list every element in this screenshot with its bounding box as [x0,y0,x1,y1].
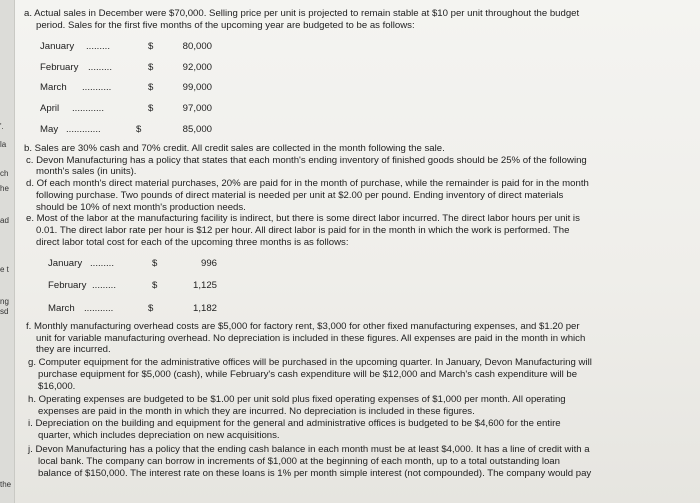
month-label: March [48,303,75,314]
item-j-line: local bank. The company can borrow in increments of $1,000 at the beginning of each month, up to a total outstanding loan [38,456,560,467]
strip-fragment: e t [0,265,9,274]
item-e-line: direct labor total cost for each of the upcoming three months is as follows: [36,237,349,248]
month-label: January [48,258,83,269]
item-a-line: period. Sales for the first five months of the upcoming year are budgeted to be as follows: [36,20,415,31]
strip-fragment: ch [0,169,9,178]
month-label: February [48,280,87,291]
strip-fragment: '. [0,122,4,131]
currency-symbol: $ [152,280,158,291]
amount: 80,000 [182,41,212,52]
item-a-line: a. Actual sales in December were $70,000. Selling price per unit is projected to remain stable at $10 per unit throughout the budget [24,8,580,19]
item-h-line: expenses are paid in the month in which they are incurred. No depreciation is included in these figures. [38,406,475,417]
leader-dots: ......... [88,62,112,73]
item-d-line: following purchase. Two pounds of direct material is needed per unit at $2.00 per pound. Ending inventory of direct materials [36,190,564,201]
currency-symbol: $ [148,41,154,52]
amount: 85,000 [182,124,212,135]
strip-fragment: the [0,480,12,489]
adjacent-page-strip [0,0,15,503]
strip-fragment: sd [0,307,9,316]
leader-dots: ......... [86,41,110,52]
item-i-line: quarter, which includes depreciation on new acquisitions. [38,430,280,441]
month-label: January [40,41,75,52]
amount: 92,000 [182,62,212,73]
currency-symbol: $ [136,124,142,135]
strip-fragment: la [0,140,7,149]
currency-symbol: $ [148,62,154,73]
month-label: March [40,82,67,93]
item-f-line: they are incurred. [36,344,111,355]
item-c-line: month's sales (in units). [36,166,137,177]
month-label: February [40,62,79,73]
item-e-line: 0.01. The direct labor rate per hour is $12 per hour. All direct labor is paid for in the month in which the work is performed. The [36,225,570,236]
leader-dots: ........... [84,303,114,314]
month-label: May [40,124,59,135]
currency-symbol: $ [152,258,158,269]
currency-symbol: $ [148,103,154,114]
strip-fragment: he [0,184,9,193]
currency-symbol: $ [148,303,154,314]
item-j-line: balance of $150,000. The interest rate on these loans is 1% per month simple interest (not compounded). The company would pay [38,468,592,479]
strip-fragment: ad [0,216,9,225]
leader-dots: ........... [82,82,112,93]
item-f-line: unit for variable manufacturing overhead. No depreciation is included in these figures. All expenses are paid in the month in which [36,333,586,344]
problem-text [20,0,696,503]
item-d-line: d. Of each month's direct material purchases, 20% are paid for in the month of purchase, while the remainder is paid for in the month [26,178,589,189]
item-i-line: i. Depreciation on the building and equipment for the general and administrative offices is budgeted to be $4,600 for the entire [28,418,561,429]
item-c-line: c. Devon Manufacturing has a policy that states that each month's ending inventory of finished goods should be 25% of the following [26,155,587,166]
item-g-line: purchase equipment for $5,000 (cash), while February's cash expenditure will be $12,000 and March's cash expenditure will be [38,369,578,380]
leader-dots: ............ [72,103,104,114]
item-h-line: h. Operating expenses are budgeted to be $1.00 per unit sold plus fixed operating expenses of $1,000 per month. All operating [28,394,566,405]
amount: 1,125 [192,280,217,291]
amount: 99,000 [182,82,212,93]
leader-dots: ......... [90,258,114,269]
leader-dots: ............. [66,124,101,135]
item-e-line: e. Most of the labor at the manufacturing facility is indirect, but there is some direct labor incurred. The direct labor hours per unit is [26,213,580,224]
leader-dots: ......... [92,280,116,291]
strip-fragment: ng [0,297,9,306]
item-d-line: should be 10% of next month's production needs. [36,202,246,213]
item-f-line: f. Monthly manufacturing overhead costs are $5,000 for factory rent, $3,000 for other fixed manufacturing expenses, and $1.20 per [26,321,580,332]
amount: 97,000 [182,103,212,114]
amount: 1,182 [192,303,217,314]
item-g-line: $16,000. [38,381,76,392]
item-g-line: g. Computer equipment for the administrative offices will be purchased in the upcoming quarter. In January, Devon Manufacturing will [28,357,592,368]
item-j-line: j. Devon Manufacturing has a policy that the ending cash balance in each month must be at least $4,000. It has a line of credit with a [28,444,590,455]
month-label: April [40,103,60,114]
item-b-line: b. Sales are 30% cash and 70% credit. All credit sales are collected in the month following the sale. [24,143,445,154]
amount: 996 [200,258,217,269]
currency-symbol: $ [148,82,154,93]
